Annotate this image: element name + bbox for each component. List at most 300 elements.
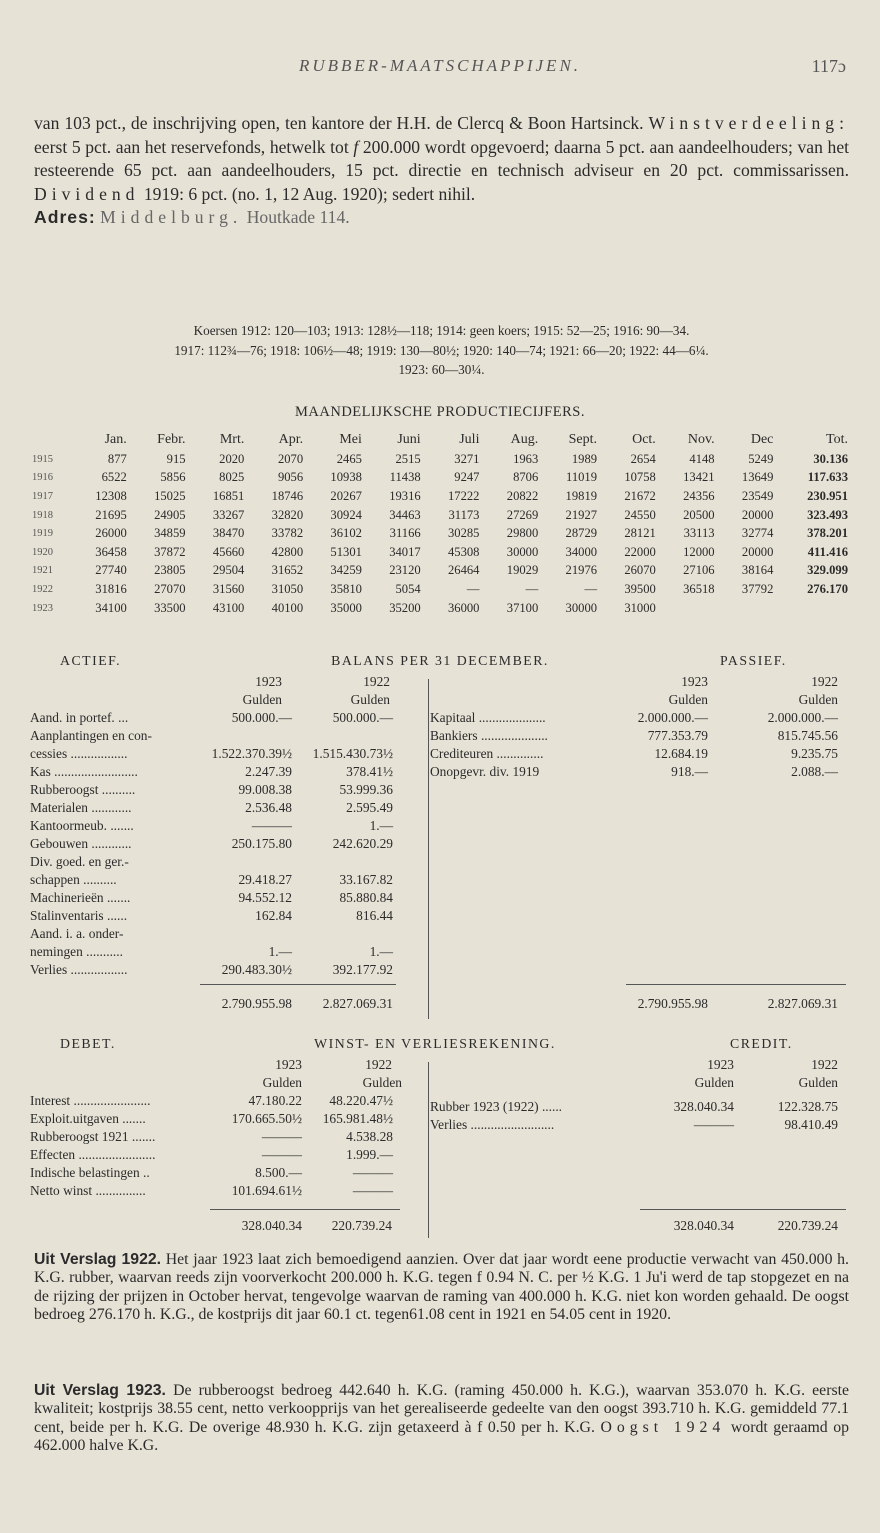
value-1923: 170.665.50½	[231, 1111, 302, 1126]
year-1923: 1923	[255, 674, 282, 689]
table-cell: 34259	[330, 563, 362, 578]
value-1922: 815.745.56	[777, 728, 838, 743]
row-label: Crediteuren ..............	[430, 746, 544, 761]
value-1922: 2.088.—	[791, 764, 838, 779]
passief-total-1923: 2.790.955.98	[637, 996, 708, 1011]
month-header: Sept.	[568, 432, 598, 447]
statement-row	[30, 1098, 850, 1116]
table-cell: 23805	[154, 563, 186, 578]
table-cell: 40100	[271, 600, 304, 615]
year-1923: 1923	[707, 1057, 734, 1072]
value-1923: 500.000.—	[231, 710, 292, 725]
statement-row	[30, 1164, 850, 1182]
description-text: eerst 5 pct. aan het reservefonds, hetwelk tot	[34, 136, 354, 157]
row-year: 1920	[32, 546, 53, 558]
report-text: wordt geraamd op 462.000 halve K.G.	[34, 1418, 849, 1455]
profit-loss-account	[30, 1036, 850, 1241]
table-cell: 30924	[330, 507, 362, 522]
table-cell: 2070	[277, 451, 304, 466]
row-label: Netto winst ...............	[30, 1183, 146, 1198]
year-1923: 1923	[275, 1057, 302, 1072]
table-cell: 30285	[447, 526, 480, 541]
share-price-history	[34, 321, 849, 380]
table-cell: 28729	[565, 526, 598, 541]
month-header: Mrt.	[219, 432, 245, 447]
table-cell: 877	[107, 451, 127, 466]
table-cell: 35000	[330, 600, 362, 615]
table-cell: 8025	[219, 470, 245, 485]
table-cell: 24550	[624, 507, 656, 522]
description-text: 200.000 wordt opgevoerd; daarna 5 pct. aan aandeelhouders; van het resteerende 65 pct. aan aandeelhouders, 15 pct. directie en technisch adviseur en 20 pct. commissarissen.	[34, 136, 850, 181]
value-1922: 2.595.49	[346, 800, 393, 815]
balance-total-row	[30, 995, 850, 1013]
month-header: Apr.	[278, 432, 304, 447]
table-cell: 42800	[271, 544, 304, 559]
description-text: van 103 pct., de inschrijving open, ten kantore der H.H. de Clercq & Boon Hartsinck.	[34, 113, 649, 133]
table-cell: 33113	[683, 526, 715, 541]
value-1922: 98.410.49	[784, 1117, 838, 1132]
balance-unit-row	[30, 691, 850, 709]
row-year: 1923	[32, 602, 53, 614]
unit-label: Gulden	[798, 692, 838, 707]
row-label: Aand. i. a. onder-	[30, 926, 124, 941]
value-1923: 8.500.—	[255, 1165, 302, 1180]
table-cell: 20000	[741, 507, 774, 522]
description-text: 1919: 6 pct. (no. 1, 12 Aug. 1920); sedert nihil.	[139, 183, 476, 204]
month-header: Aug.	[510, 432, 539, 447]
row-year: 1918	[32, 509, 53, 521]
table-cell: 27269	[506, 507, 539, 522]
table-cell: 51301	[330, 544, 362, 559]
winstverdeeling-heading: Winstverdeeling:	[648, 113, 849, 133]
unit-label: Gulden	[262, 1075, 302, 1090]
table-cell: 45660	[212, 544, 245, 559]
value-1922: 1.515.430.73½	[312, 746, 393, 761]
table-cell: 2465	[336, 451, 362, 466]
row-label: Effecten .......................	[30, 1147, 156, 1162]
table-cell: 31050	[271, 581, 304, 596]
actief-total-1923: 2.790.955.98	[221, 996, 292, 1011]
table-cell: 29800	[506, 526, 539, 541]
table-cell: 23549	[741, 488, 774, 503]
table-cell: 36102	[330, 526, 362, 541]
value-1922: 33.167.82	[339, 872, 393, 887]
year-1923: 1923	[681, 674, 708, 689]
statement-row	[30, 709, 850, 727]
production-table	[30, 430, 850, 617]
table-cell: 32820	[271, 507, 304, 522]
report-paragraph	[34, 1251, 849, 1325]
table-cell: 31173	[448, 507, 480, 522]
month-header: Juli	[459, 432, 480, 447]
address-line	[34, 206, 849, 230]
passief-label: PASSIEF.	[720, 653, 787, 668]
table-cell: 16851	[212, 488, 245, 503]
table-cell: 27740	[95, 563, 127, 578]
address-city: Middelburg.	[100, 207, 243, 228]
value-1923: 290.483.30½	[221, 962, 292, 977]
unit-label: Gulden	[362, 1075, 402, 1090]
actief-total-1922: 2.827.069.31	[322, 996, 393, 1011]
total-cell: 117.633	[807, 470, 848, 485]
value-1923: 1.522.370.39½	[211, 746, 292, 761]
total-rule	[210, 1209, 400, 1210]
address-street: Houtkade 114.	[246, 207, 350, 228]
balance-year-row	[30, 673, 850, 691]
table-cell: 19029	[506, 563, 539, 578]
value-1922: 816.44	[356, 908, 393, 923]
value-1923: 1.—	[268, 944, 292, 959]
unit-label: Gulden	[798, 1075, 838, 1090]
table-row	[30, 487, 850, 506]
table-cell: 10758	[624, 470, 656, 485]
value-1923: 94.552.12	[238, 890, 292, 905]
table-cell: 29504	[212, 563, 245, 578]
table-cell: 38164	[741, 563, 774, 578]
table-cell: 11438	[389, 470, 421, 485]
table-cell: 21672	[624, 488, 656, 503]
table-cell: 21695	[95, 507, 127, 522]
table-cell: 19819	[565, 488, 598, 503]
pl-unit-row	[30, 1074, 850, 1092]
table-cell: 37100	[506, 600, 539, 615]
table-cell: 3271	[454, 451, 480, 466]
table-cell	[717, 599, 776, 618]
passief-total-1922: 2.827.069.31	[767, 996, 838, 1011]
statement-row	[30, 1116, 850, 1134]
month-header: Oct.	[632, 432, 656, 447]
year-1922: 1922	[811, 1057, 838, 1072]
table-cell: 28121	[624, 526, 656, 541]
total-cell: 411.416	[807, 544, 848, 559]
table-row	[30, 469, 850, 488]
credit-label: CREDIT.	[730, 1036, 793, 1051]
table-cell: 31652	[271, 563, 304, 578]
debet-label: DEBET.	[60, 1036, 116, 1051]
table-row	[30, 450, 850, 469]
unit-label: Gulden	[242, 692, 282, 707]
value-1922: 1.999.—	[346, 1147, 393, 1162]
report-text: Het jaar 1923 laat zich bemoedigend aanzien. Over dat jaar wordt eene productie verwacht van 450.000 h. K.G. rubber, waarvan reeds zijn voorverkocht 200.000 h. K.G. tegen f 0.94 N. C. per ½ K.G. 1 Ju'i werd de tap stopgezet en na de rijzing der prijzen in October hervat, tengevolge waarvan de raming van 400.000 h. K.G. niet kon worden gehaald. De oogst bedroeg 276.170 h. K.G., de kostprijs dit jaar 60.1 ct. tegen61.08 cent in 1921 en 54.05 cent in 1920.	[34, 1251, 849, 1324]
row-label: Rubberoogst ..........	[30, 782, 136, 797]
table-cell: 9056	[277, 470, 304, 485]
value-1922: 53.999.36	[339, 782, 393, 797]
koersen-line: 1917: 112¾—76; 1918: 106½—48; 1919: 130—80½; 1920: 140—74; 1921: 66—20; 1922: 44—6¼.	[174, 342, 709, 358]
month-header: Febr.	[157, 432, 186, 447]
table-cell: 1989	[571, 451, 598, 466]
month-header: Dec	[750, 432, 774, 447]
table-cell: 31000	[624, 600, 656, 615]
table-cell: 37792	[741, 581, 774, 596]
row-label: Kapitaal ....................	[430, 710, 546, 725]
table-cell: 8706	[513, 470, 539, 485]
row-label: Kantoormeub. .......	[30, 818, 134, 833]
value-1923: 101.694.61½	[231, 1183, 302, 1198]
credit-total-1922: 220.739.24	[777, 1218, 838, 1233]
table-cell: 18746	[271, 488, 304, 503]
table-cell: 11019	[566, 470, 598, 485]
statement-row	[30, 1182, 850, 1200]
table-cell: 26000	[95, 526, 127, 541]
table-cell: 2020	[219, 451, 245, 466]
table-cell: 35200	[389, 600, 421, 615]
value-1923: 12.684.19	[654, 746, 708, 761]
value-1922: 392.177.92	[332, 962, 393, 977]
row-year: 1919	[32, 528, 53, 540]
statement-row	[30, 1146, 850, 1164]
table-cell: 34000	[565, 544, 598, 559]
total-cell: 230.951	[807, 488, 848, 503]
credit-total-1923: 328.040.34	[673, 1218, 734, 1233]
month-header: Nov.	[687, 432, 715, 447]
total-cell: 323.493	[807, 507, 848, 522]
table-cell: 1963	[513, 451, 539, 466]
statement-row	[30, 943, 850, 961]
value-1923: 250.175.80	[231, 836, 292, 851]
table-cell: 5856	[160, 470, 186, 485]
table-cell: 34100	[95, 600, 127, 615]
table-cell: 22000	[624, 544, 656, 559]
table-cell: 4148	[689, 451, 715, 466]
value-1923: ———	[693, 1117, 734, 1132]
balance-title: BALANS PER 31 DECEMBER.	[331, 653, 549, 668]
row-year: 1921	[32, 565, 53, 577]
year-header	[30, 430, 70, 450]
table-cell: 37872	[154, 544, 186, 559]
koersen-line: Koersen 1912: 120—103; 1913: 128½—118; 1914: geen koers; 1915: 52—25; 1916: 90—34.	[193, 323, 690, 338]
koersen-line: 1923: 60—30¼.	[398, 362, 485, 377]
unit-label: Gulden	[694, 1075, 734, 1090]
value-1922: 9.235.75	[791, 746, 838, 761]
table-cell: 24905	[154, 507, 186, 522]
table-cell: 13649	[741, 470, 774, 485]
unit-label: Gulden	[350, 692, 390, 707]
florin-sign: f	[353, 136, 359, 157]
total-cell	[775, 599, 850, 618]
table-cell: 20822	[506, 488, 539, 503]
value-1922: 165.981.48½	[322, 1111, 393, 1126]
statement-row	[30, 817, 850, 835]
table-cell: —	[466, 581, 480, 596]
description-paragraph	[34, 112, 849, 206]
table-cell: 36458	[95, 544, 127, 559]
month-header: Jan.	[104, 432, 127, 447]
month-header: Mei	[339, 432, 362, 447]
table-cell: 21976	[565, 563, 598, 578]
total-cell: 276.170	[807, 581, 848, 596]
pl-total-row	[30, 1217, 850, 1235]
value-1923: 162.84	[255, 908, 292, 923]
table-cell: 45308	[447, 544, 480, 559]
row-label: Aand. in portef. ...	[30, 710, 129, 725]
table-cell: 33500	[154, 600, 186, 615]
table-cell: 35810	[330, 581, 362, 596]
column-divider	[428, 679, 429, 1019]
table-cell: 5249	[748, 451, 774, 466]
table-cell: 2654	[630, 451, 656, 466]
table-cell: 21927	[565, 507, 598, 522]
table-cell: 2515	[395, 451, 421, 466]
value-1922: 242.620.29	[332, 836, 393, 851]
row-label: Exploit.uitgaven .......	[30, 1111, 146, 1126]
year-1922: 1922	[363, 674, 390, 689]
month-header: Juni	[397, 432, 421, 447]
total-cell: 329.099	[807, 563, 848, 578]
row-label: Rubberoogst 1921 .......	[30, 1129, 156, 1144]
statement-row	[30, 907, 850, 925]
total-cell: 30.136	[813, 451, 848, 466]
table-cell: 39500	[624, 581, 656, 596]
address-label: Adres:	[34, 207, 96, 228]
total-rule	[626, 984, 846, 985]
table-row	[30, 580, 850, 599]
table-cell: 38470	[212, 526, 245, 541]
table-cell: 12308	[95, 488, 127, 503]
table-cell: 34859	[154, 526, 186, 541]
table-cell: 30000	[506, 544, 539, 559]
pl-year-row	[30, 1056, 850, 1074]
report-label: Uit Verslag 1923.	[34, 1382, 166, 1399]
table-cell: 12000	[683, 544, 715, 559]
table-cell: 17222	[447, 488, 480, 503]
total-cell: 378.201	[807, 526, 848, 541]
value-1922: 1.—	[369, 818, 393, 833]
row-year: 1917	[32, 490, 53, 502]
row-label: Verlies .........................	[430, 1117, 555, 1132]
table-cell: 26464	[447, 563, 480, 578]
table-cell: 9247	[454, 470, 480, 485]
table-cell: 15025	[154, 488, 186, 503]
statement-row	[30, 871, 850, 889]
page-number: 117ɔ	[811, 56, 846, 76]
row-label: Rubber 1923 (1922) ......	[430, 1099, 563, 1114]
profit-loss-title: WINST- EN VERLIESREKENING.	[314, 1036, 556, 1051]
row-label: Bankiers ....................	[430, 728, 548, 743]
row-label: Machinerieën .......	[30, 890, 131, 905]
table-cell: 33782	[271, 526, 304, 541]
value-1923: 99.008.38	[238, 782, 292, 797]
statement-row	[30, 835, 850, 853]
report-1923	[34, 1382, 849, 1456]
year-1922: 1922	[365, 1057, 392, 1072]
report-text: De rubberoogst bedroeg 442.640 h. K.G. (raming 450.000 h. K.G.), waarvan 353.070 h. K.G. eerste kwaliteit; kostprijs 38.55 cent, netto verkoopprijs van het gerealiseerde gedeelte van den oogst 393.710 h. K.G. gemiddeld 77.1 cent, beide per h. K.G. De overige 48.930 h. K.G. zijn getaxeerd à f 0.50 per h. K.G.	[34, 1382, 849, 1436]
row-label: nemingen ...........	[30, 944, 123, 959]
value-1922: 122.328.75	[777, 1099, 838, 1114]
report-paragraph	[34, 1382, 849, 1456]
table-cell: 33267	[212, 507, 245, 522]
table-cell: 30000	[565, 600, 598, 615]
value-1922: 4.538.28	[346, 1129, 393, 1144]
statement-row	[30, 763, 850, 781]
statement-row	[30, 853, 850, 871]
balance-sheet	[30, 653, 850, 1023]
value-1923: 2.536.48	[245, 800, 292, 815]
table-cell: 32774	[741, 526, 774, 541]
row-label: Verlies .................	[30, 962, 128, 977]
value-1923: 328.040.34	[673, 1099, 734, 1114]
value-1922: 2.000.000.—	[767, 710, 838, 725]
row-label: Indische belastingen ..	[30, 1165, 150, 1180]
unit-label: Gulden	[668, 692, 708, 707]
page-header	[0, 56, 880, 84]
table-cell: 26070	[624, 563, 656, 578]
report-1922	[34, 1251, 849, 1325]
row-label: Materialen ............	[30, 800, 132, 815]
value-1922: 48.220.47½	[329, 1093, 393, 1108]
row-label: Onopgevr. div. 1919	[430, 764, 540, 779]
month-header: Tot.	[826, 432, 848, 447]
table-cell: 13421	[683, 470, 715, 485]
table-cell: 31166	[389, 526, 421, 541]
company-description	[34, 112, 849, 230]
dividend-heading: Dividend	[34, 183, 140, 204]
debet-total-1923: 328.040.34	[241, 1218, 302, 1233]
table-cell: 34017	[389, 544, 421, 559]
column-divider	[428, 1062, 429, 1238]
table-cell: 31816	[95, 581, 127, 596]
running-title: RUBBER-MAATSCHAPPIJEN.	[298, 56, 582, 75]
table-cell: 36518	[683, 581, 715, 596]
value-1923: 47.180.22	[248, 1093, 302, 1108]
value-1922: 85.880.84	[339, 890, 393, 905]
statement-row	[30, 727, 850, 745]
table-cell: 915	[166, 451, 186, 466]
statement-row	[30, 781, 850, 799]
statement-row	[30, 889, 850, 907]
row-label: Div. goed. en ger.-	[30, 854, 129, 869]
value-1922: 500.000.—	[332, 710, 393, 725]
statement-row	[30, 961, 850, 979]
year-1922: 1922	[811, 674, 838, 689]
table-row	[30, 543, 850, 562]
value-1922: 1.—	[369, 944, 393, 959]
statement-row	[30, 745, 850, 763]
row-year: 1916	[32, 472, 53, 484]
row-year: 1915	[32, 453, 53, 465]
value-1923: 29.418.27	[238, 872, 292, 887]
row-label: Gebouwen ............	[30, 836, 132, 851]
total-rule	[640, 1209, 846, 1210]
table-cell: 19316	[389, 488, 421, 503]
table-cell: 20267	[330, 488, 362, 503]
table-cell: 10938	[330, 470, 362, 485]
table-row	[30, 599, 850, 618]
table-cell: 24356	[683, 488, 715, 503]
production-title: MAANDELIJKSCHE PRODUCTIECIJFERS.	[295, 404, 585, 420]
row-label: Stalinventaris ......	[30, 908, 128, 923]
table-cell: 6522	[101, 470, 127, 485]
row-label: cessies .................	[30, 746, 128, 761]
table-row	[30, 506, 850, 525]
table-cell	[658, 599, 717, 618]
table-cell: 34463	[389, 507, 421, 522]
value-1922: ———	[352, 1165, 393, 1180]
value-1923: ———	[251, 818, 292, 833]
table-cell: —	[584, 581, 598, 596]
production-header-row	[30, 430, 850, 450]
value-1923: 918.—	[671, 764, 708, 779]
table-cell: —	[525, 581, 539, 596]
table-row	[30, 562, 850, 581]
value-1923: ———	[261, 1147, 302, 1162]
value-1923: ———	[261, 1129, 302, 1144]
statement-row	[30, 925, 850, 943]
table-cell: 20500	[683, 507, 715, 522]
value-1922: ———	[352, 1183, 393, 1198]
table-cell: 36000	[447, 600, 480, 615]
table-cell: 27106	[683, 563, 715, 578]
total-rule	[200, 984, 396, 985]
